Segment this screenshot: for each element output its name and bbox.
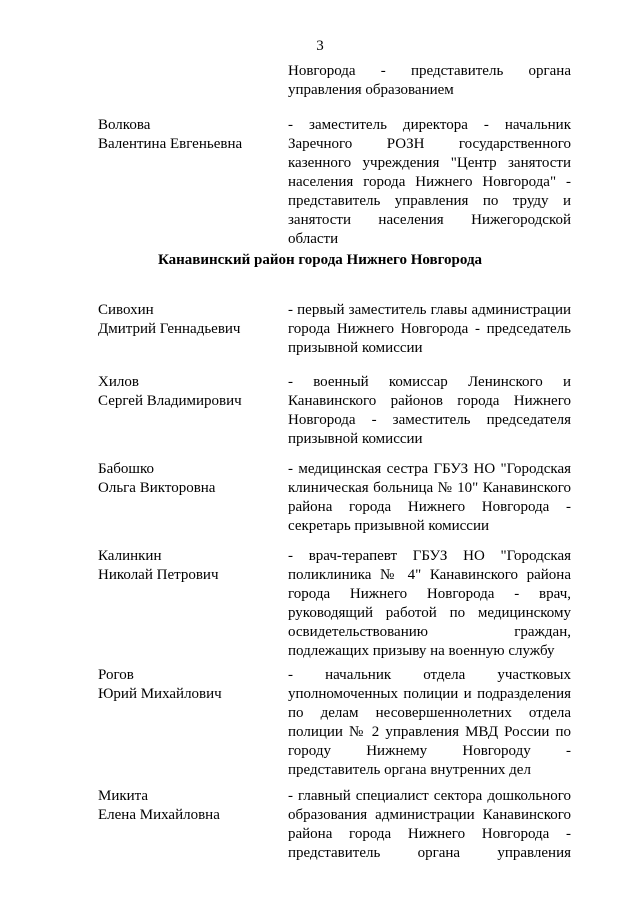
member-given-names: Елена Михайловна (98, 807, 220, 823)
text-line: Новгорода - заместитель председателя (288, 412, 571, 428)
text-line: руководящий работой по медицинскому (288, 605, 571, 621)
member-name (98, 787, 278, 825)
text-line: клиническая больница № 10" Канавинского (288, 480, 571, 496)
text-line: - врач-терапевт ГБУЗ НО "Городская (288, 548, 571, 564)
continuation-text (288, 62, 571, 100)
member-given-names: Николай Петрович (98, 567, 219, 583)
text-line: района города Нижнего Новгорода - (288, 826, 571, 842)
member-name (98, 301, 278, 339)
member-given-names: Ольга Викторовна (98, 480, 216, 496)
member-given-names: Юрий Михайлович (98, 686, 222, 702)
member-surname: Сивохин (98, 302, 154, 318)
member-role (288, 787, 571, 863)
member-name (98, 460, 278, 498)
member-surname: Волкова (98, 117, 151, 133)
text-line: - военный комиссар Ленинского и (288, 374, 571, 390)
text-line: казенного учреждения "Центр занятости (288, 155, 571, 171)
text-line: образования администрации Канавинского (288, 807, 571, 823)
text-line: - начальник отдела участковых (288, 667, 571, 683)
text-line: населения города Нижнего Новгорода" - (288, 174, 571, 190)
text-line: - первый заместитель главы администрации (288, 302, 571, 318)
text-line: - главный специалист сектора дошкольного (288, 788, 571, 804)
text-line: призывной комиссии (288, 340, 423, 356)
text-line: - медицинская сестра ГБУЗ НО "Городская (288, 461, 571, 477)
text-line: области (288, 231, 339, 247)
member-role (288, 116, 571, 249)
text-line: по делам несовершеннолетних отдела (288, 705, 571, 721)
member-surname: Хилов (98, 374, 139, 390)
text-line: Новгорода - представитель органа (288, 63, 571, 79)
member-given-names: Дмитрий Геннадьевич (98, 321, 241, 337)
text-line: Канавинского районов города Нижнего (288, 393, 571, 409)
text-line: городу Нижнему Новгороду - (288, 743, 571, 759)
member-role (288, 460, 571, 536)
text-line: представитель органа управления (288, 845, 571, 861)
member-surname: Микита (98, 788, 149, 804)
text-line: города Нижнего Новгорода - председатель (288, 321, 571, 337)
text-line: полиции № 2 управления МВД России по (288, 724, 571, 740)
member-role (288, 373, 571, 449)
member-role (288, 666, 571, 780)
text-line: занятости населения Нижегородской (288, 212, 571, 228)
text-line: управления образованием (288, 82, 454, 98)
member-given-names: Сергей Владимирович (98, 393, 242, 409)
text-line: освидетельствованию граждан, (288, 624, 571, 640)
member-role (288, 547, 571, 661)
text-line: представитель управления по труду и (288, 193, 571, 209)
member-name (98, 666, 278, 704)
text-line: города Нижнего Новгорода - врач, (288, 586, 571, 602)
section-title: Канавинский район города Нижнего Новгорода (157, 252, 483, 268)
member-surname: Калинкин (98, 548, 162, 564)
text-line: поликлиника № 4" Канавинского района (288, 567, 571, 583)
text-line: представитель органа внутренних дел (288, 762, 531, 778)
member-given-names: Валентина Евгеньевна (98, 136, 243, 152)
text-line: Заречного РОЗН государственного (288, 136, 571, 152)
text-line: подлежащих призыву на военную службу (288, 643, 555, 659)
page-number: 3 (316, 38, 324, 54)
member-name (98, 547, 278, 585)
text-line: района города Нижнего Новгорода - (288, 499, 571, 515)
member-surname: Бабошко (98, 461, 154, 477)
text-line: уполномоченных полиции и подразделения (288, 686, 571, 702)
member-role (288, 301, 571, 358)
text-line: призывной комиссии (288, 431, 423, 447)
member-name (98, 116, 278, 154)
text-line: - заместитель директора - начальник (288, 117, 571, 133)
member-surname: Рогов (98, 667, 134, 683)
text-line: секретарь призывной комиссии (288, 518, 490, 534)
member-name (98, 373, 278, 411)
